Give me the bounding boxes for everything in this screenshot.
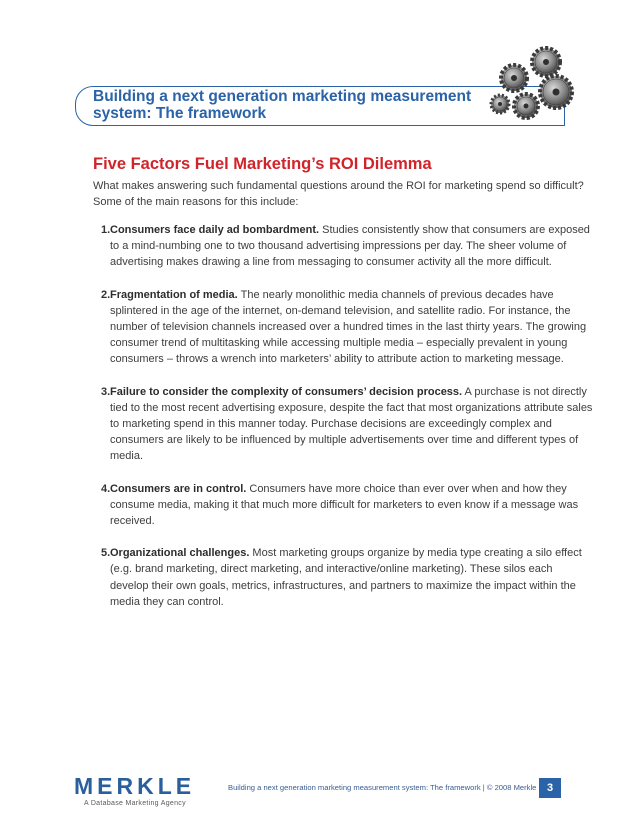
factors-list: [93, 222, 593, 626]
list-item: [93, 287, 593, 368]
item-number: 2.: [101, 288, 111, 301]
list-item: [93, 481, 593, 530]
item-text: Studies consistently show that consumers are exposed to a mind-numbing one to two thousand advertising impressions per day. The sheer volume of advertising makes drawing a line from messaging to consumer activity all the more difficult.: [110, 224, 590, 269]
item-lead: Organizational challenges.: [110, 547, 250, 560]
item-text: Consumers have more choice than ever over when and how they consume media, making it that much more difficult for marketers to even know if a message was received.: [110, 482, 579, 528]
item-text: The nearly monolithic media channels of previous decades have splintered in the age of the internet, on-demand television, and satellite radio. For instance, the number of television channels increased over a hundred times in the last thirty years. The growing consumer trend of multitasking while accessing multiple media – especially prevalent in young consumers – throws a wrench into marketers’ ability to attribute action to marketing message.: [110, 288, 587, 366]
merkle-logo: MERKLE: [74, 773, 196, 799]
list-item: [93, 384, 593, 465]
intro-paragraph: What makes answering such fundamental questions around the ROI for marketing spend so difficult? Some of the main reasons for this include:: [93, 180, 584, 209]
item-lead: Consumers are in control.: [110, 482, 247, 495]
list-item: [93, 545, 593, 610]
item-number: 5.: [101, 547, 111, 560]
item-number: 4.: [101, 482, 111, 495]
gears-icon: [486, 44, 578, 126]
logo-tagline: A Database Marketing Agency: [84, 800, 186, 807]
page-number-badge: 3: [539, 778, 561, 798]
item-lead: Fragmentation of media.: [110, 288, 238, 301]
item-lead: Failure to consider the complexity of consumers’ decision process.: [110, 385, 463, 398]
section-title: Five Factors Fuel Marketing’s ROI Dilemma: [93, 155, 432, 173]
list-item: [93, 222, 593, 271]
page-header-title: Building a next generation marketing measurement system: The framework: [93, 88, 472, 122]
item-text: A purchase is not directly tied to the most recent advertising exposure, despite the fact that most organizations attribute sales to marketing spend in this manner today. Purchase decisions are exceedingly complex and consumers are likely to be influenced by multiple advertisements over time and different types of media.: [110, 385, 593, 463]
item-number: 3.: [101, 385, 111, 398]
item-lead: Consumers face daily ad bombardment.: [110, 224, 320, 236]
item-number: 1.: [101, 224, 111, 236]
footer-text: Building a next generation marketing measurement system: The framework | © 2008 Merkle: [228, 783, 537, 792]
item-text: Most marketing groups organize by media type creating a silo effect (e.g. brand marketing, direct marketing, and interactive/online marketing). These silos each develop their own goals, metrics, infrastructures, and partners to maximize the impact within the media they can control.: [110, 547, 582, 608]
